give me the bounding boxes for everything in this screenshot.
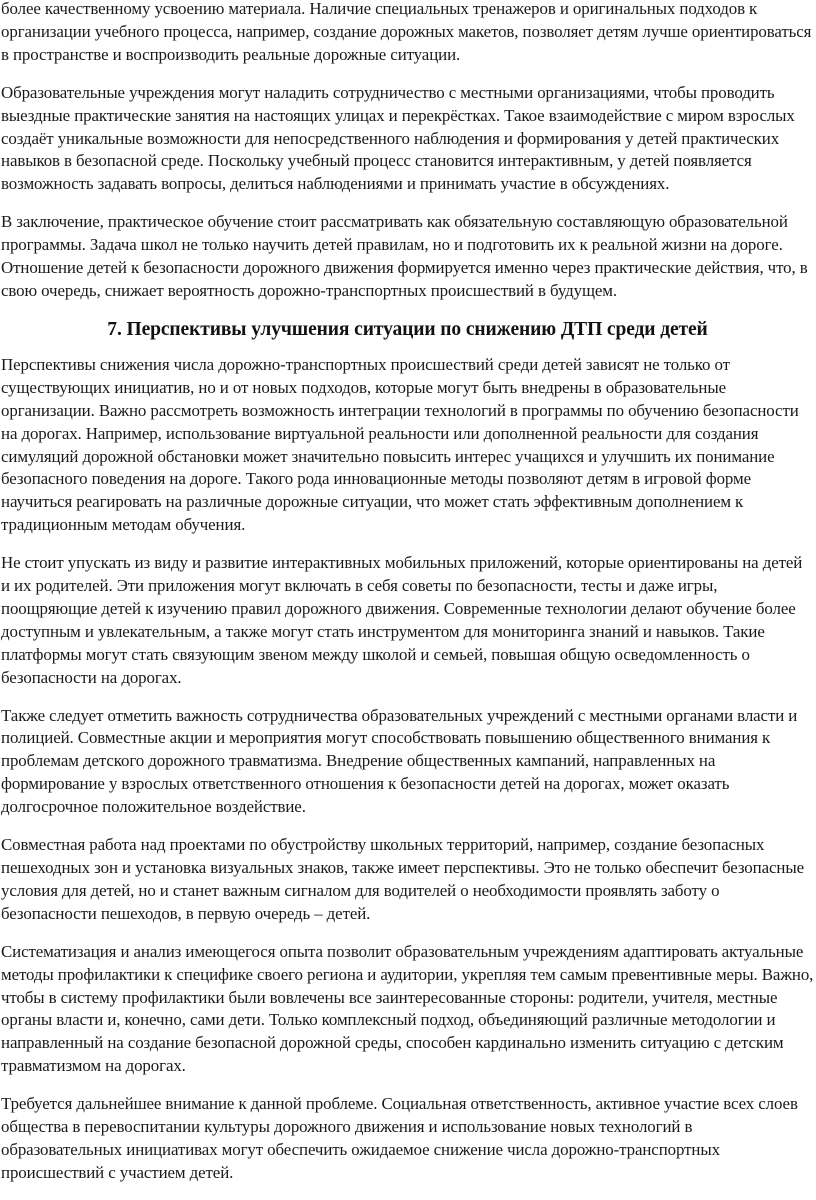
paragraph: Не стоит упускать из виду и развитие интерактивных мобильных приложений, которые ориентированы на детей и их родителей. Эти приложения могут включать в себя советы по безопасности, тесты и даже игры, поощряющие детей к изучению правил дорожного движения. Современные технологии делают обучение более доступным и увлекательным, а также могут стать инструментом для мониторинга знаний и навыков. Такие платформы могут стать связующим звеном между школой и семьей, повышая общую осведомленность о безопасности на дорогах. — [1, 553, 803, 687]
paragraph: В заключение, практическое обучение стоит рассматривать как обязательную составляющую образовательной программы. Задача школ не только научить детей правилам, но и подготовить их к реальной жизни на дороге. Отношение детей к безопасности дорожного движения формируется именно через практические действия, что, в свою очередь, снижает вероятность дорожно-транспортных происшествий в будущем. — [1, 212, 808, 300]
paragraph: Образовательные учреждения могут наладить сотрудничество с местными организациями, чтобы проводить выездные практические занятия на настоящих улицах и перекрёстках. Такое взаимодействие с миром взрослых создаёт уникальные возможности для непосредственного наблюдения и формирования у детей практических навыков в безопасной среде. Поскольку учебный процесс становится интерактивным, у детей появляется возможность задавать вопросы, делиться наблюдениями и принимать участие в обсуждениях. — [1, 82, 795, 194]
paragraph: Совместная работа над проектами по обустройству школьных территорий, например, создание безопасных пешеходных зон и установка визуальных знаков, также имеет перспективы. Это не только обеспечит безопасные условия для детей, но и станет важным сигналом для водителей о необходимости проявлять заботу о безопасности пешеходов, в первую очередь – детей. — [1, 835, 804, 923]
section-heading: 7. Перспективы улучшения ситуации по снижению ДТП среди детей — [107, 318, 708, 340]
paragraph: Требуется дальнейшее внимание к данной проблеме. Социальная ответственность, активное участие всех слоев общества в перевоспитании культуры дорожного движения и использование новых технологий в образовательных инициативах могут обеспечить ожидаемое снижение числа дорожно-транспортных происшествий с участием детей. — [1, 1094, 798, 1182]
paragraph: более качественному усвоению материала. Наличие специальных тренажеров и оригинальных подходов к организации учебного процесса, например, создание дорожных макетов, позволяет детям лучше ориентироваться в пространстве и воспроизводить реальные дорожные ситуации. — [1, 0, 812, 64]
paragraph: Систематизация и анализ имеющегося опыта позволит образовательным учреждениям адаптировать актуальные методы профилактики к специфике своего региона и аудитории, укрепляя тем самым превентивные меры. Важно, чтобы в систему профилактики были вовлечены все заинтересованные стороны: родители, учителя, местные органы власти и, конечно, сами дети. Только комплексный подход, объединяющий различные методологии и направленный на создание безопасной дорожной среды, способен кардинально изменить ситуацию с детским травматизмом на дорогах. — [1, 941, 814, 1076]
paragraph: Перспективы снижения числа дорожно-транспортных происшествий среди детей зависят не только от существующих инициатив, но и от новых подходов, которые могут быть внедрены в образовательные организации. Важно рассмотреть возможность интеграции технологий в программы по обучению безопасности на дорогах. Например, использование виртуальной реальности или дополненной реальности для создания симуляций дорожной обстановки может значительно повысить интерес учащихся и улучшить их понимание безопасного поведения на дороге. Такого рода инновационные методы позволяют детям в игровой форме научиться реагировать на различные дорожные ситуации, что может стать эффективным дополнением к традиционным методам обучения. — [1, 354, 799, 535]
paragraph: Также следует отметить важность сотрудничества образовательных учреждений с местными органами власти и полицией. Совместные акции и мероприятия могут способствовать повышению общественного внимания к проблемам детского дорожного травматизма. Внедрение общественных кампаний, направленных на формирование у взрослых ответственного отношения к безопасности детей на дорогах, может оказать долгосрочное положительное воздействие. — [1, 705, 798, 817]
